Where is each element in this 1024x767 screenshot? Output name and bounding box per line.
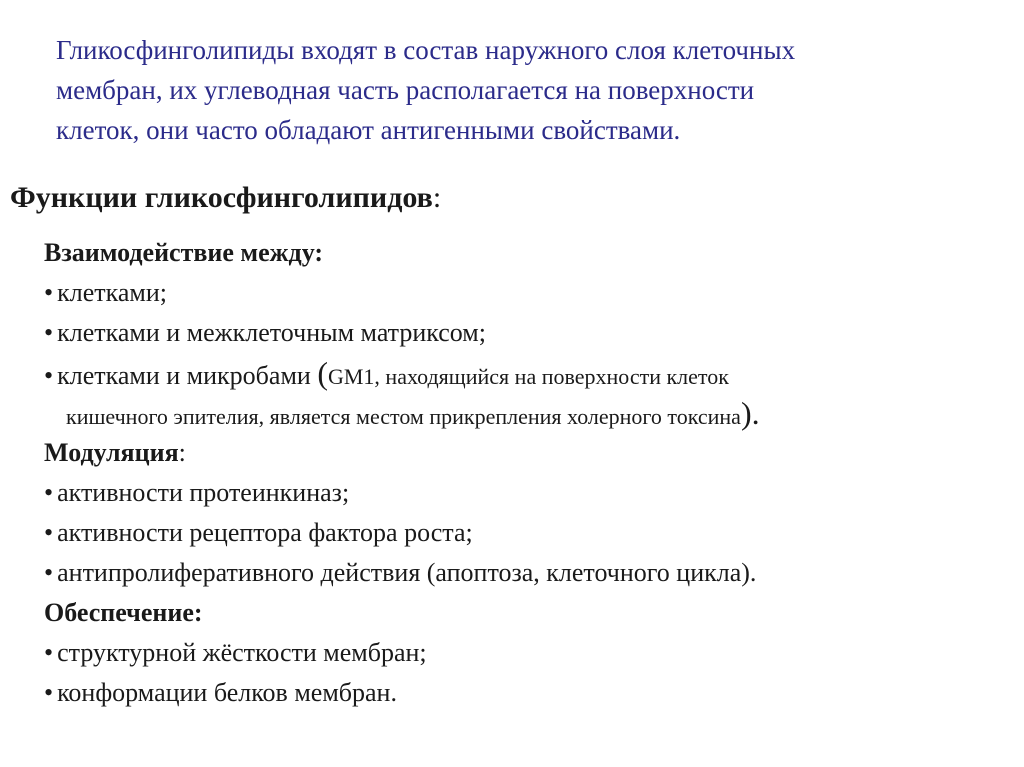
functions-list	[44, 233, 1014, 713]
list-item-text: активности рецептора фактора роста;	[57, 518, 473, 547]
bullet: •	[44, 478, 54, 507]
list-item	[44, 553, 1014, 593]
list-item-text: активности протеинкиназ;	[57, 478, 350, 507]
gm1-detail-line-2: кишечного эпителия, является местом прикрепления холерного токсина	[66, 404, 741, 429]
open-paren: (	[317, 355, 328, 391]
list-item	[44, 353, 1014, 393]
intro-line-1: Гликосфинголипиды входят в состав наружного слоя клеточных	[56, 35, 796, 65]
list-item	[44, 313, 1014, 353]
bullet: •	[44, 638, 54, 667]
intro-paragraph	[56, 30, 1006, 150]
list-item	[44, 513, 1014, 553]
intro-line-2: мембран, их углеводная часть располагается на поверхности	[56, 75, 755, 105]
list-item	[44, 273, 1014, 313]
list-item-text: антипролиферативного действия (апоптоза, клеточного цикла).	[57, 558, 757, 587]
bullet: •	[44, 318, 54, 347]
functions-heading-text: Функции гликосфинголипидов	[10, 181, 433, 214]
list-item-text: клетками;	[57, 278, 167, 307]
bullet: •	[44, 518, 54, 547]
list-item-text: структурной жёсткости мембран;	[57, 638, 427, 667]
bullet: •	[44, 678, 54, 707]
interaction-title: Взаимодействие между:	[44, 238, 324, 267]
provision-title: Обеспечение:	[44, 598, 203, 627]
gm1-detail-line-1: GM1, находящийся на поверхности клеток	[327, 364, 729, 389]
close-paren: ).	[740, 395, 760, 431]
list-item	[44, 473, 1014, 513]
bullet: •	[44, 558, 54, 587]
list-item	[44, 633, 1014, 673]
modulation-title-colon: :	[178, 438, 186, 467]
list-item-text: клетками и межклеточным матриксом;	[57, 318, 486, 347]
intro-line-3: клеток, они часто обладают антигенными свойствами.	[56, 115, 681, 145]
modulation-title-text: Модуляция	[44, 438, 179, 467]
functions-heading-colon: :	[432, 181, 442, 214]
functions-heading	[10, 181, 441, 215]
bullet: •	[44, 361, 54, 390]
list-item	[44, 673, 1014, 713]
modulation-title	[44, 433, 1014, 473]
list-item-text: клетками и микробами	[57, 361, 318, 390]
list-item-continuation	[44, 393, 1014, 433]
list-item-text: конформации белков мембран.	[57, 678, 397, 707]
bullet: •	[44, 278, 54, 307]
